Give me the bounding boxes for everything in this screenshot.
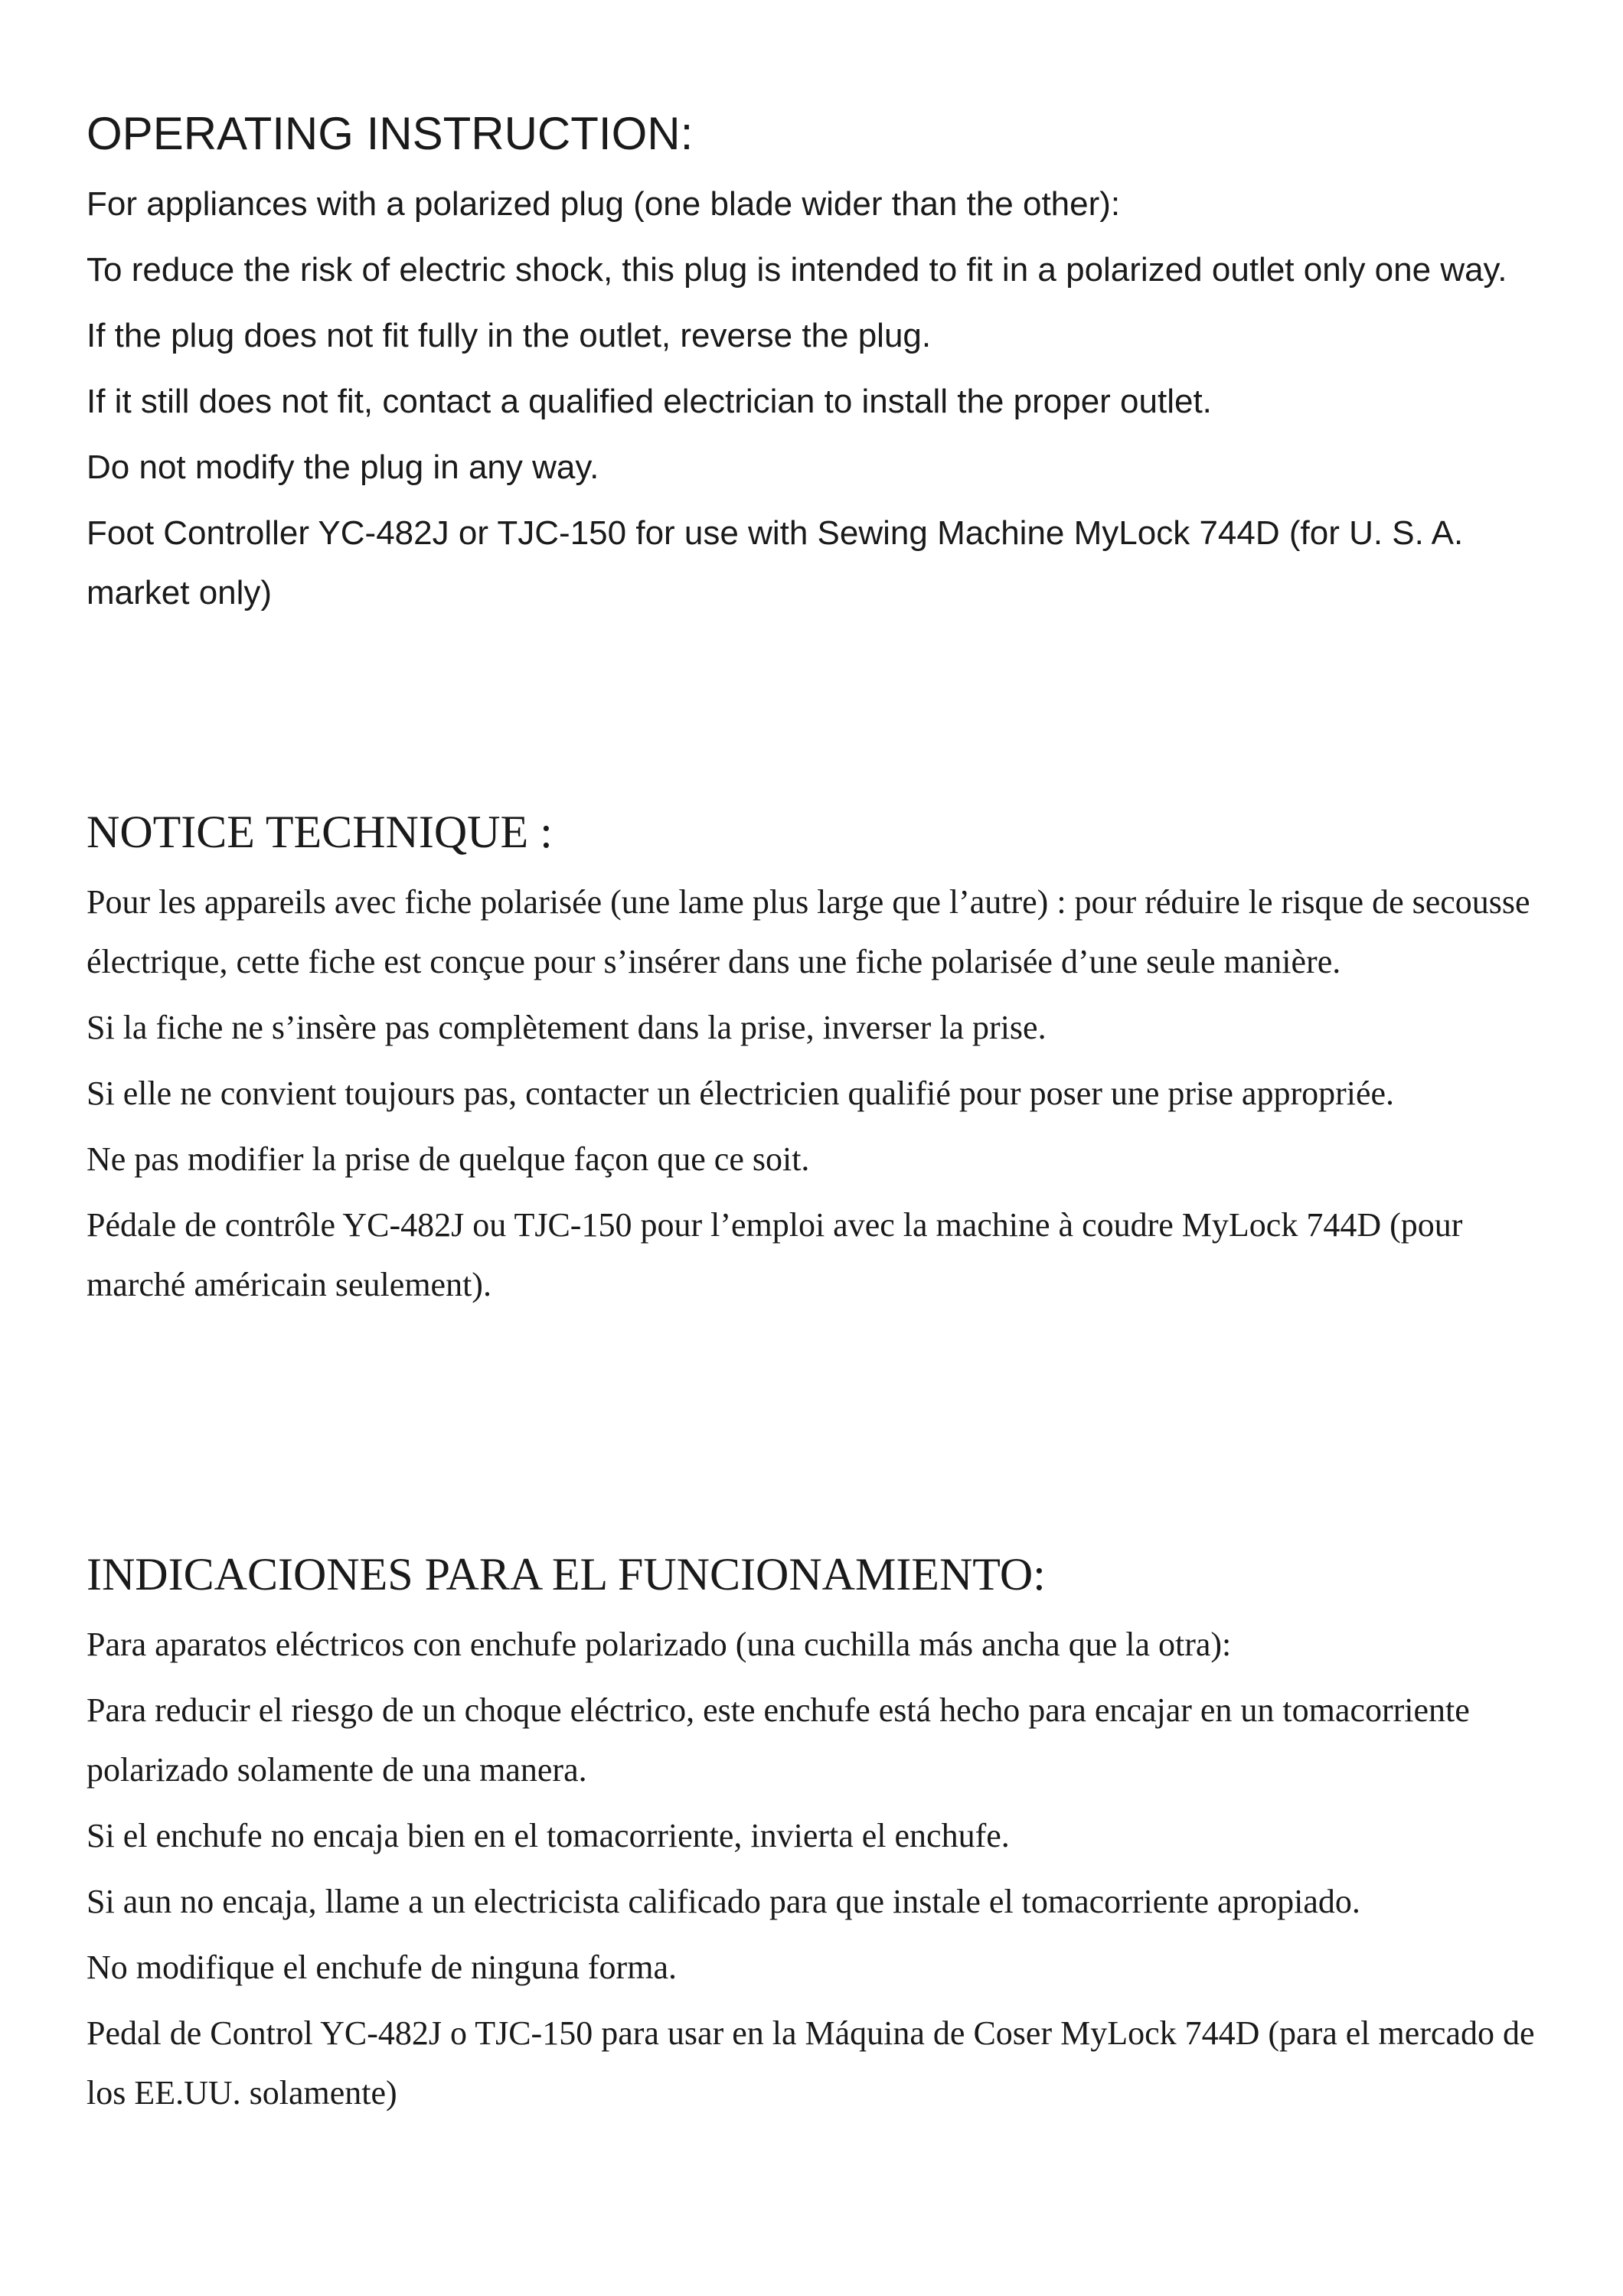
spanish-paragraph-3: Si el enchufe no encaja bien en el tomacorriente, invierta el enchufe. bbox=[87, 1817, 1010, 1854]
english-section bbox=[87, 99, 1556, 623]
spanish-paragraph-2: Para reducir el riesgo de un choque eléctrico, este enchufe está hecho para encajar en un tomacorriente polarizado solamente de una manera. bbox=[87, 1691, 1470, 1789]
english-paragraph-1: For appliances with a polarized plug (one blade wider than the other): bbox=[87, 185, 1121, 223]
document-page bbox=[87, 0, 1556, 2296]
french-paragraph-1: Pour les appareils avec fiche polarisée (une lame plus large que l’autre) : pour réduire le risque de secousse électrique, cette fiche est conçue pour s’insérer dans une fiche polarisée d’une seule manière. bbox=[87, 883, 1530, 980]
english-paragraph-4: If it still does not fit, contact a qualified electrician to install the proper outlet. bbox=[87, 383, 1212, 420]
spanish-paragraph-1: Para aparatos eléctricos con enchufe polarizado (una cuchilla más ancha que la otra): bbox=[87, 1626, 1232, 1663]
english-paragraph-2: To reduce the risk of electric shock, this plug is intended to fit in a polarized outlet only one way. bbox=[87, 251, 1507, 289]
spanish-section bbox=[87, 1540, 1556, 2123]
english-paragraph-3: If the plug does not fit fully in the outlet, reverse the plug. bbox=[87, 317, 932, 354]
french-paragraph-5: Pédale de contrôle YC-482J ou TJC-150 pour l’emploi avec la machine à coudre MyLock 744D (pour marché américain seulement). bbox=[87, 1206, 1463, 1303]
english-heading: OPERATING INSTRUCTION: bbox=[87, 108, 694, 159]
spanish-paragraph-5: No modifique el enchufe de ninguna forma. bbox=[87, 1949, 677, 1986]
spanish-heading: INDICACIONES PARA EL FUNCIONAMIENTO: bbox=[87, 1549, 1046, 1600]
french-section bbox=[87, 797, 1556, 1315]
french-paragraph-2: Si la fiche ne s’insère pas complètement dans la prise, inverser la prise. bbox=[87, 1009, 1047, 1046]
spanish-paragraph-6: Pedal de Control YC-482J o TJC-150 para usar en la Máquina de Coser MyLock 744D (para el mercado de los EE.UU. solamente) bbox=[87, 2014, 1535, 2112]
french-heading: NOTICE TECHNIQUE : bbox=[87, 807, 553, 857]
spanish-paragraph-4: Si aun no encaja, llame a un electricista calificado para que instale el tomacorriente apropiado. bbox=[87, 1883, 1360, 1920]
english-paragraph-5: Do not modify the plug in any way. bbox=[87, 448, 599, 486]
french-paragraph-3: Si elle ne convient toujours pas, contacter un électricien qualifié pour poser une prise appropriée. bbox=[87, 1075, 1395, 1112]
french-paragraph-4: Ne pas modifier la prise de quelque façon que ce soit. bbox=[87, 1140, 810, 1178]
english-paragraph-6: Foot Controller YC-482J or TJC-150 for use with Sewing Machine MyLock 744D (for U. S. A. market only) bbox=[87, 514, 1464, 612]
